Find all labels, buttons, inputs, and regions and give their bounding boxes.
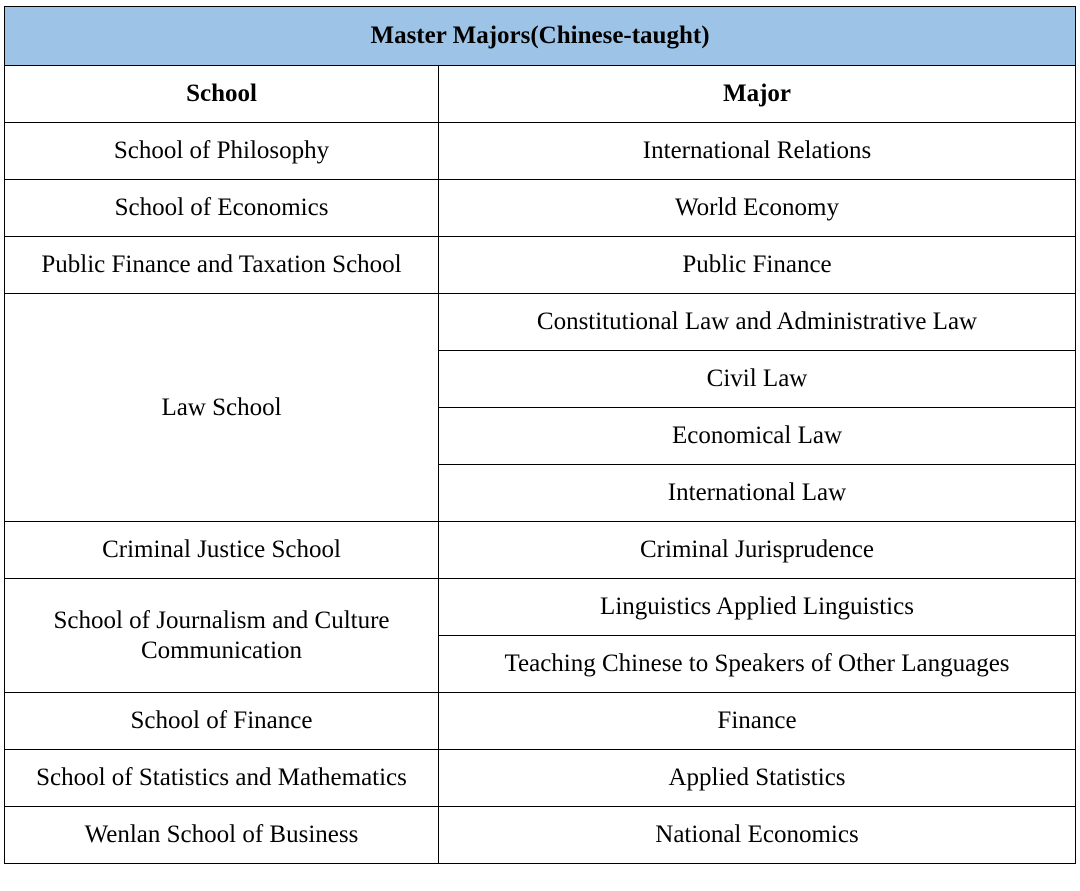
table-row [5, 807, 1076, 864]
major-cell: Teaching Chinese to Speakers of Other Languages [439, 636, 1076, 693]
school-cell: School of Journalism and Culture Communication [5, 579, 439, 693]
table-row [5, 750, 1076, 807]
column-header-row [5, 66, 1076, 123]
table-row [5, 522, 1076, 579]
major-cell: Constitutional Law and Administrative Law [439, 294, 1076, 351]
school-cell: Public Finance and Taxation School [5, 237, 439, 294]
major-cell: Applied Statistics [439, 750, 1076, 807]
school-cell: Law School [5, 294, 439, 522]
major-cell: International Relations [439, 123, 1076, 180]
column-header-major: Major [439, 66, 1076, 123]
table-row [5, 123, 1076, 180]
table-row [5, 294, 1076, 351]
school-cell: School of Statistics and Mathematics [5, 750, 439, 807]
school-cell: School of Economics [5, 180, 439, 237]
school-cell: Criminal Justice School [5, 522, 439, 579]
table-row [5, 693, 1076, 750]
school-cell: School of Philosophy [5, 123, 439, 180]
school-cell: School of Finance [5, 693, 439, 750]
table-row [5, 180, 1076, 237]
column-header-school: School [5, 66, 439, 123]
major-cell: Economical Law [439, 408, 1076, 465]
major-cell: Civil Law [439, 351, 1076, 408]
school-cell: Wenlan School of Business [5, 807, 439, 864]
table-row [5, 579, 1076, 636]
majors-table [4, 6, 1076, 864]
major-cell: Public Finance [439, 237, 1076, 294]
major-cell: World Economy [439, 180, 1076, 237]
major-cell: National Economics [439, 807, 1076, 864]
table-row [5, 237, 1076, 294]
title-row [5, 7, 1076, 66]
major-cell: International Law [439, 465, 1076, 522]
major-cell: Linguistics Applied Linguistics [439, 579, 1076, 636]
major-cell: Finance [439, 693, 1076, 750]
table-title: Master Majors(Chinese-taught) [5, 7, 1076, 66]
major-cell: Criminal Jurisprudence [439, 522, 1076, 579]
